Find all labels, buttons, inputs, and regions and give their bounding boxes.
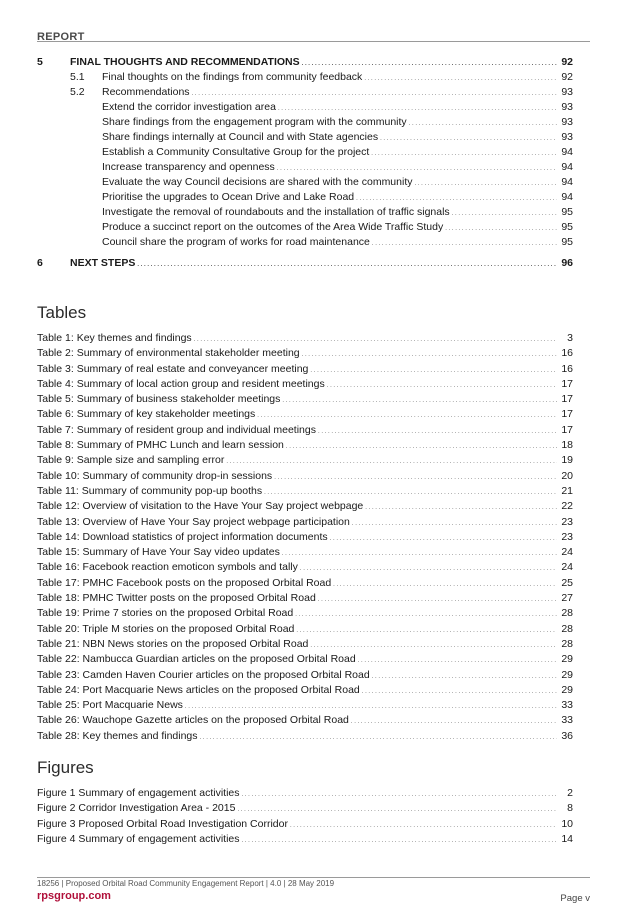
toc-page-number: 96 (561, 257, 573, 269)
dot-leader (137, 256, 557, 273)
entry-page-number: 21 (561, 484, 573, 497)
running-header (37, 27, 590, 41)
entry-page-number: 14 (561, 832, 573, 845)
entry-page-number: 2 (567, 787, 573, 799)
table-list-item[interactable] (37, 346, 573, 361)
entry-title: Council share the program of works for road maintenance (102, 236, 370, 248)
entry-title: Table 19: Prime 7 stories on the proposed Orbital Road (37, 607, 294, 620)
entry-page-number: 29 (561, 668, 573, 681)
table-list-item[interactable] (37, 560, 573, 575)
table-list-item[interactable] (37, 499, 573, 514)
toc-chapter-6[interactable] (37, 256, 573, 271)
table-list-item[interactable] (37, 713, 573, 728)
table-list-item[interactable] (37, 484, 573, 499)
entry-page-number: 25 (561, 576, 573, 589)
table-list-item[interactable] (37, 423, 573, 438)
footer-page-number: Page v (560, 893, 590, 904)
toc-subsection[interactable] (37, 220, 573, 235)
table-list-item[interactable] (37, 438, 573, 453)
toc-chapter-title: NEXT STEPS (70, 257, 136, 269)
entry-page-number: 16 (561, 347, 573, 360)
table-list-item[interactable] (37, 515, 573, 530)
toc-chapter-number: 6 (37, 257, 43, 269)
entry-page-number: 94 (561, 176, 573, 188)
entry-title: Table 3: Summary of real estate and conveyancer meeting (37, 362, 309, 375)
table-list-item[interactable] (37, 606, 573, 621)
header-divider (37, 41, 590, 42)
list-of-tables (37, 331, 573, 744)
entry-title: Figure 2 Corridor Investigation Area - 2015 (37, 802, 236, 815)
entry-title: Produce a succinct report on the outcomes of the Area Wide Traffic Study (102, 221, 444, 233)
footer-document-info: 18256 | Proposed Orbital Road Community Engagement Report | 4.0 | 28 May 2019 (37, 879, 335, 888)
entry-title: Table 24: Port Macquarie News articles on the proposed Orbital Road (37, 683, 360, 696)
contents-list (37, 55, 573, 271)
toc-chapter-title: FINAL THOUGHTS AND RECOMMENDATIONS (70, 56, 300, 68)
table-list-item[interactable] (37, 591, 573, 606)
list-of-figures (37, 786, 573, 847)
entry-page-number: 93 (561, 101, 573, 113)
entry-page-number: 20 (561, 469, 573, 482)
entry-title: Share findings from the engagement program with the community (102, 116, 407, 128)
figure-list-item[interactable] (37, 817, 573, 832)
entry-title: Figure 1 Summary of engagement activities (37, 787, 240, 799)
footer-website[interactable]: rpsgroup.com (37, 890, 111, 902)
table-list-item[interactable] (37, 683, 573, 698)
table-list-item[interactable] (37, 652, 573, 667)
entry-page-number: 95 (561, 221, 573, 233)
entry-page-number: 16 (561, 362, 573, 375)
entry-page-number: 36 (561, 729, 573, 742)
entry-page-number: 8 (567, 802, 573, 815)
entry-title: Extend the corridor investigation area (102, 101, 276, 113)
table-list-item[interactable] (37, 469, 573, 484)
entry-page-number: 17 (561, 377, 573, 390)
toc-subsection[interactable] (37, 100, 573, 115)
entry-title: Recommendations (102, 86, 190, 98)
entry-title: Table 7: Summary of resident group and individual meetings (37, 423, 316, 436)
entry-title: Final thoughts on the findings from community feedback (102, 71, 363, 83)
entry-page-number: 10 (561, 817, 573, 830)
entry-page-number: 3 (567, 332, 573, 344)
entry-title: Figure 3 Proposed Orbital Road Investigation Corridor (37, 817, 288, 830)
entry-page-number: 94 (561, 161, 573, 173)
table-list-item[interactable] (37, 668, 573, 683)
entry-title: Table 8: Summary of PMHC Lunch and learn session (37, 439, 284, 452)
table-list-item[interactable] (37, 729, 573, 744)
entry-title: Table 18: PMHC Twitter posts on the proposed Orbital Road (37, 592, 316, 605)
entry-page-number: 23 (561, 515, 573, 528)
table-list-item[interactable] (37, 545, 573, 560)
table-list-item[interactable] (37, 331, 573, 346)
entry-title: Investigate the removal of roundabouts and the installation of traffic signals (102, 206, 450, 218)
entry-title: Table 1: Key themes and findings (37, 332, 192, 344)
table-list-item[interactable] (37, 377, 573, 392)
entry-title: Table 2: Summary of environmental stakeholder meeting (37, 347, 300, 360)
entry-title: Establish a Community Consultative Group for the project (102, 146, 370, 158)
entry-page-number: 29 (561, 683, 573, 696)
header-label: REPORT (37, 31, 85, 43)
entry-page-number: 19 (561, 454, 573, 467)
entry-page-number: 95 (561, 236, 573, 248)
entry-page-number: 28 (561, 607, 573, 620)
figure-list-item[interactable] (37, 832, 573, 847)
entry-page-number: 17 (561, 408, 573, 421)
entry-page-number: 17 (561, 393, 573, 406)
toc-subsection[interactable] (37, 160, 573, 175)
entry-title: Table 20: Triple M stories on the proposed Orbital Road (37, 622, 295, 635)
entry-title: Table 11: Summary of community pop-up booths (37, 484, 263, 497)
toc-chapter-number: 5 (37, 56, 43, 68)
entry-page-number: 28 (561, 622, 573, 635)
toc-chapter-5[interactable] (37, 55, 573, 70)
table-list-item[interactable] (37, 698, 573, 713)
table-list-item[interactable] (37, 392, 573, 407)
entry-title: Evaluate the way Council decisions are shared with the community (102, 176, 413, 188)
table-list-item[interactable] (37, 453, 573, 468)
entry-title: Table 6: Summary of key stakeholder meetings (37, 408, 256, 421)
entry-page-number: 94 (561, 146, 573, 158)
entry-title: Table 22: Nambucca Guardian articles on the proposed Orbital Road (37, 653, 356, 666)
figures-heading: Figures (37, 758, 94, 777)
entry-title: Table 13: Overview of Have Your Say project webpage participation (37, 515, 350, 528)
entry-title: Table 9: Sample size and sampling error (37, 454, 225, 467)
toc-subsection[interactable] (37, 175, 573, 190)
entry-title: Table 5: Summary of business stakeholder meetings (37, 393, 281, 406)
toc-subsection[interactable] (37, 115, 573, 130)
entry-title: Table 17: PMHC Facebook posts on the proposed Orbital Road (37, 576, 332, 589)
entry-page-number: 94 (561, 191, 573, 203)
dot-leader (372, 235, 557, 252)
table-list-item[interactable] (37, 407, 573, 422)
entry-page-number: 23 (561, 530, 573, 543)
figure-list-item[interactable] (37, 801, 573, 816)
entry-page-number: 29 (561, 653, 573, 666)
dot-leader (200, 729, 557, 746)
entry-title: Table 14: Download statistics of project information documents (37, 530, 328, 543)
entry-title: Share findings internally at Council and with State agencies (102, 131, 379, 143)
entry-title: Table 25: Port Macquarie News (37, 699, 183, 712)
entry-page-number: 27 (561, 592, 573, 605)
toc-subsection[interactable] (37, 145, 573, 160)
table-list-item[interactable] (37, 362, 573, 377)
entry-page-number: 93 (561, 131, 573, 143)
entry-title: Table 4: Summary of local action group and resident meetings (37, 377, 325, 390)
entry-title: Table 16: Facebook reaction emoticon symbols and tally (37, 561, 298, 574)
entry-page-number: 33 (561, 699, 573, 712)
entry-title: Table 21: NBN News stories on the proposed Orbital Road (37, 637, 309, 650)
dot-leader (242, 832, 557, 849)
entry-title: Prioritise the upgrades to Ocean Drive and Lake Road (102, 191, 355, 203)
entry-page-number: 17 (561, 423, 573, 436)
table-list-item[interactable] (37, 530, 573, 545)
toc-entry-number: 5.2 (70, 86, 85, 98)
entry-page-number: 28 (561, 637, 573, 650)
entry-title: Table 15: Summary of Have Your Say video updates (37, 546, 280, 559)
toc-section[interactable] (37, 70, 573, 85)
entry-page-number: 95 (561, 206, 573, 218)
entry-page-number: 93 (561, 86, 573, 98)
entry-page-number: 92 (561, 71, 573, 83)
tables-heading: Tables (37, 303, 87, 322)
footer-divider (37, 877, 590, 878)
entry-page-number: 24 (561, 546, 573, 559)
entry-page-number: 18 (561, 439, 573, 452)
entry-page-number: 24 (561, 561, 573, 574)
entry-title: Table 26: Wauchope Gazette articles on the proposed Orbital Road (37, 714, 349, 727)
entry-title: Increase transparency and openness (102, 161, 275, 173)
toc-subsection[interactable] (37, 205, 573, 220)
figure-list-item[interactable] (37, 786, 573, 801)
toc-subsection[interactable] (37, 130, 573, 145)
toc-page-number: 92 (561, 56, 573, 68)
entry-page-number: 33 (561, 714, 573, 727)
entry-title: Table 28: Key themes and findings (37, 729, 198, 742)
toc-subsection[interactable] (37, 190, 573, 205)
table-list-item[interactable] (37, 622, 573, 637)
entry-title: Table 23: Camden Haven Courier articles on the proposed Orbital Road (37, 668, 370, 681)
toc-section[interactable] (37, 85, 573, 100)
entry-title: Table 10: Summary of community drop-in sessions (37, 469, 273, 482)
toc-subsection[interactable] (37, 235, 573, 250)
entry-title: Table 12: Overview of visitation to the Have Your Say project webpage (37, 500, 364, 513)
entry-page-number: 93 (561, 116, 573, 128)
entry-title: Figure 4 Summary of engagement activities (37, 832, 240, 845)
entry-page-number: 22 (561, 500, 573, 513)
table-list-item[interactable] (37, 576, 573, 591)
table-list-item[interactable] (37, 637, 573, 652)
toc-entry-number: 5.1 (70, 71, 85, 83)
